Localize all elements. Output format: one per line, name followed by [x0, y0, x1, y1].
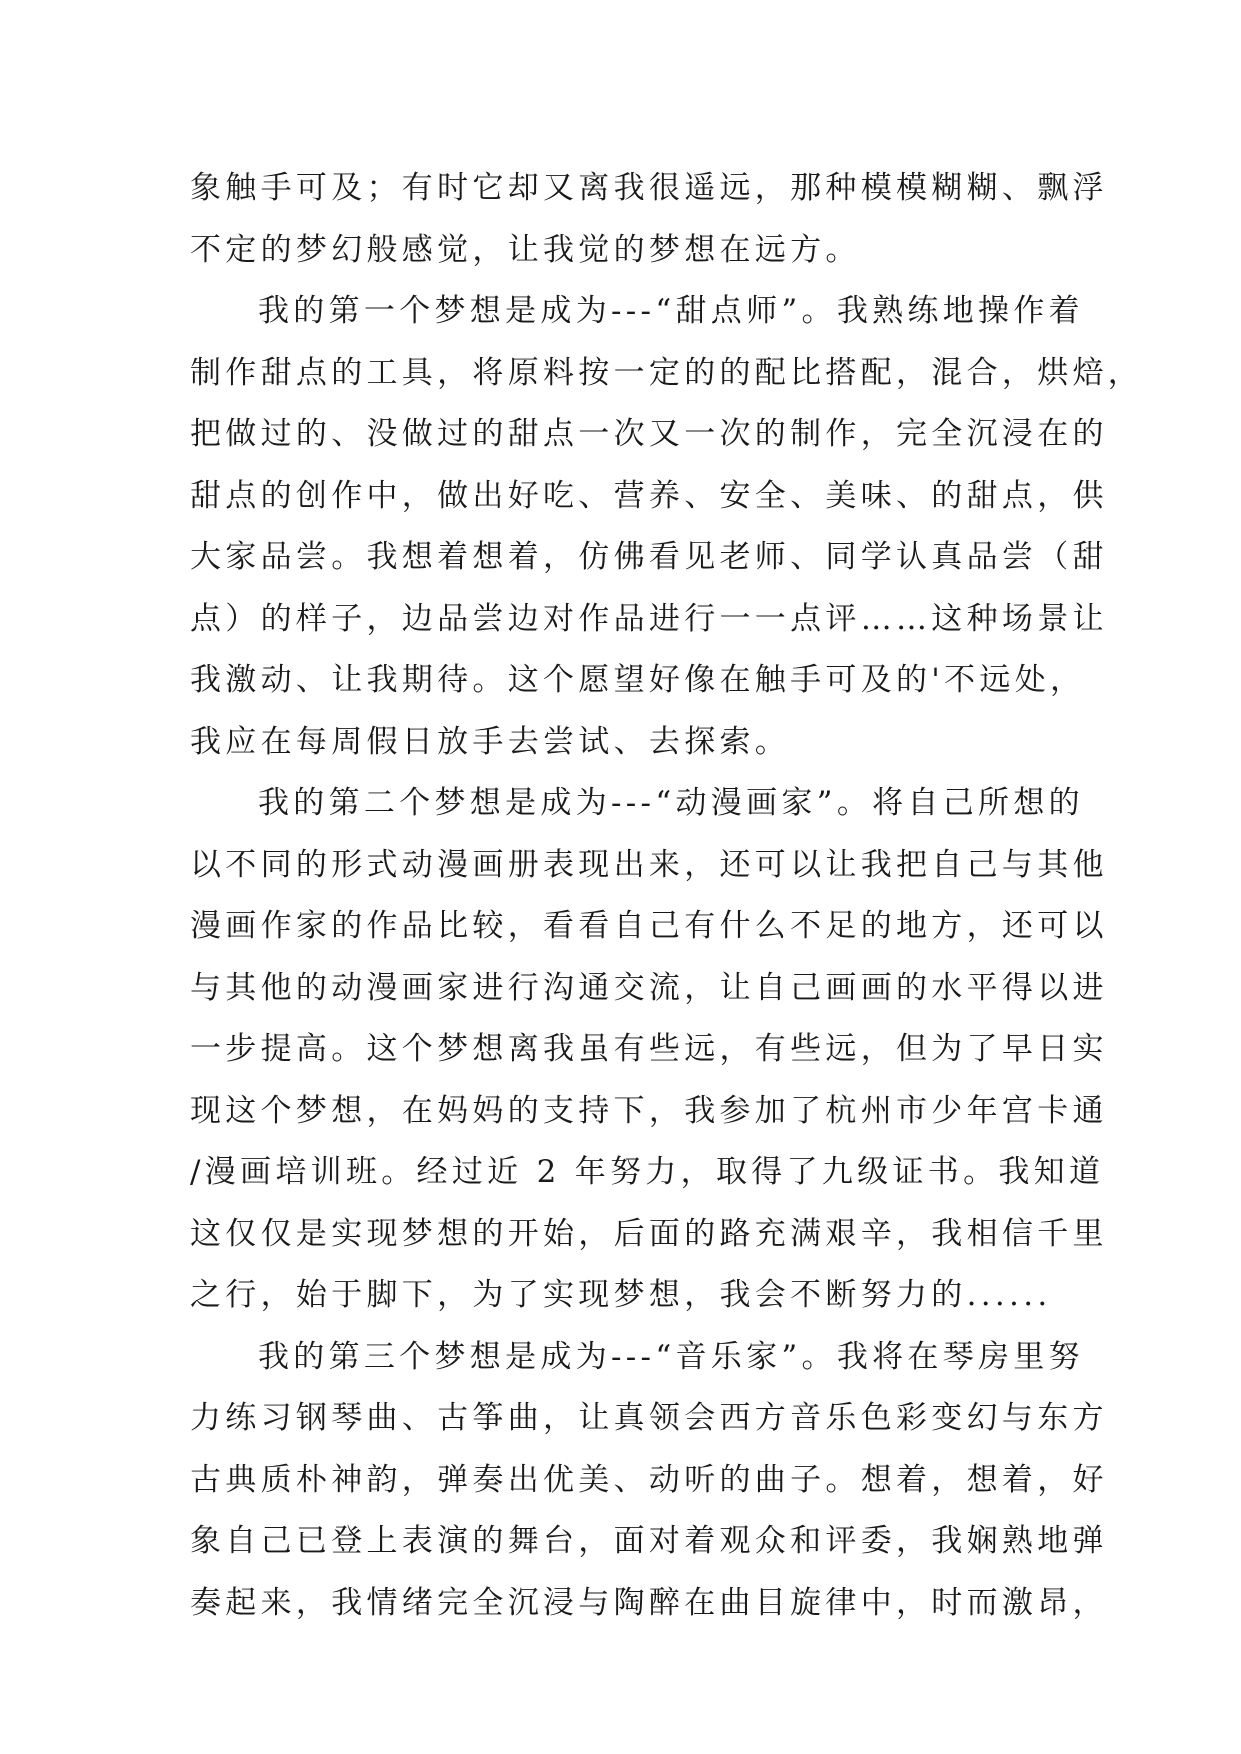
text-line: 与其他的动漫画家进行沟通交流，让自己画画的水平得以进 [190, 969, 1108, 1006]
text-line: 现这个梦想，在妈妈的支持下，我参加了杭州市少年宫卡通 [190, 1092, 1108, 1129]
text-line: 甜点的创作中，做出好吃、营养、安全、美味、的甜点，供 [190, 477, 1108, 514]
text-line: 象触手可及；有时它却又离我很遥远，那种模模糊糊、飘浮 [190, 170, 1108, 206]
text-line: 不定的梦幻般感觉，让我觉的梦想在远方。 [190, 231, 861, 268]
text-line: 制作甜点的工具，将原料按一定的的配比搭配，混合，烘焙， [190, 354, 1144, 391]
text-line: 之行，始于脚下，为了实现梦想，我会不断努力的...... [190, 1277, 1052, 1313]
text-line: /漫画培训班。经过近 2 年努力，取得了九级证书。我知道 [190, 1154, 1105, 1190]
text-line: 以不同的形式动漫画册表现出来，还可以让我把自己与其他 [190, 846, 1108, 883]
paragraph-first-line: 我的第一个梦想是成为---“甜点师”。我熟练地操作着 [258, 293, 1084, 329]
text-line: 象自己已登上表演的舞台，面对着观众和评委，我娴熟地弹 [190, 1523, 1108, 1559]
paragraph-first-line: 我的第二个梦想是成为---“动漫画家”。将自己所想的 [258, 785, 1084, 821]
text-line: 我激动、让我期待。这个愿望好像在触手可及的'不远处， [190, 662, 1086, 698]
text-line: 这仅仅是实现梦想的开始，后面的路充满艰辛，我相信千里 [190, 1215, 1108, 1252]
paragraph-first-line: 我的第三个梦想是成为---“音乐家”。我将在琴房里努 [258, 1338, 1084, 1375]
text-line: 把做过的、没做过的甜点一次又一次的制作，完全沉浸在的 [190, 416, 1108, 452]
text-line: 我应在每周假日放手去尝试、去探索。 [190, 723, 791, 760]
text-line: 奏起来，我情绪完全沉浸与陶醉在曲目旋律中，时而激昂， [190, 1584, 1108, 1621]
text-line: 古典质朴神韵，弹奏出优美、动听的曲子。想着，想着，好 [190, 1461, 1108, 1498]
document-body [190, 158, 1144, 1634]
text-line: 漫画作家的作品比较，看看自己有什么不足的地方，还可以 [190, 908, 1108, 944]
text-line: 点）的样子，边品尝边对作品进行一一点评……这种场景让 [190, 600, 1108, 637]
text-line: 力练习钢琴曲、古筝曲，让真领会西方音乐色彩变幻与东方 [190, 1400, 1108, 1436]
text-line: 大家品尝。我想着想着，仿佛看见老师、同学认真品尝（甜 [190, 539, 1108, 575]
text-line: 一步提高。这个梦想离我虽有些远，有些远，但为了早日实 [190, 1031, 1108, 1067]
